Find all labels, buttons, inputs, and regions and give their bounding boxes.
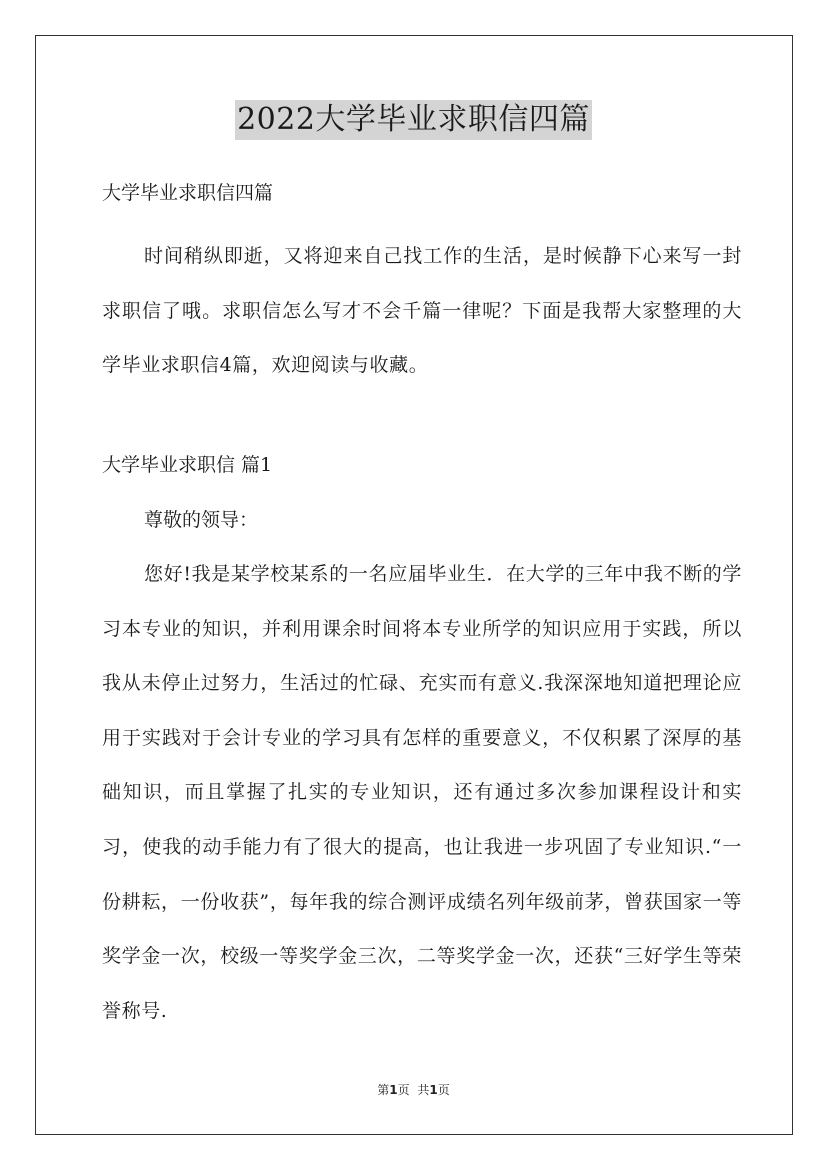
salutation: 尊敬的领导： — [144, 509, 259, 531]
total-prefix: 共 — [417, 1083, 430, 1097]
total-suffix: 页 — [437, 1083, 450, 1097]
page-number: 1 — [389, 1083, 398, 1097]
title-container — [0, 100, 827, 140]
intro-paragraph: 时间稍纵即逝，又将迎来自己找工作的生活，是时候静下心来写一封求职信了哦。求职信怎么写才不会千篇一律呢？下面是我帮大家整理的大学毕业求职信4篇，欢迎阅读与收藏。 — [102, 245, 742, 377]
total-pages: 1 — [429, 1083, 438, 1097]
page-suffix: 页 — [397, 1083, 410, 1097]
document-subtitle: 大学毕业求职信四篇 — [102, 182, 274, 204]
page-footer — [0, 1082, 827, 1098]
document-title: 2022大学毕业求职信四篇 — [235, 100, 592, 140]
page-prefix: 第 — [377, 1083, 390, 1097]
body-paragraph: 您好!我是某学校某系的一名应届毕业生．在大学的三年中我不断的学习本专业的知识，并利用课余时间将本专业所学的知识应用于实践，所以我从未停止过努力，生活过的忙碌、充实而有意义.我深深地知道把理论应用于实践对于会计专业的学习具有怎样的重要意义，不仅积累了深厚的基础知识，而且掌握了扎实的专业知识，还有通过多次参加课程设计和实习，使我的动手能力有了很大的提高，也让我进一步巩固了专业知识.“一份耕耘，一份收获”，每年我的综合测评成绩名列年级前茅，曾获国家一等奖学金一次，校级一等奖学金三次，二等奖学金一次，还获“三好学生等荣誉称号. — [102, 563, 742, 1022]
section-heading: 大学毕业求职信 篇1 — [102, 454, 273, 476]
